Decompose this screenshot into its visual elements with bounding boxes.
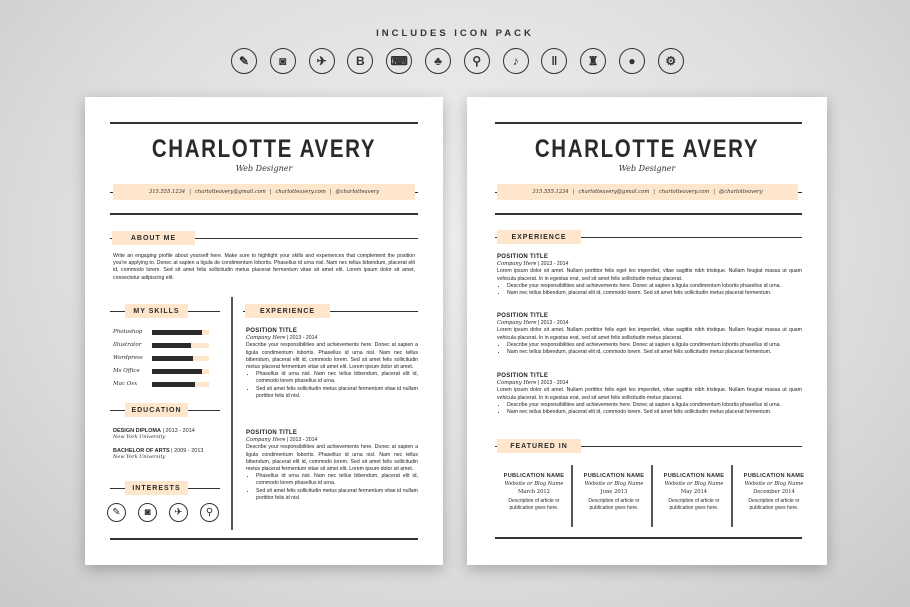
column-divider: [651, 465, 653, 527]
experience-entry: [497, 373, 802, 416]
phone: 315.555.1234: [532, 189, 569, 195]
keyboard-icon: [386, 48, 412, 74]
description: Lorem ipsum dolor sit amet. Nullam porttitor felis eget leo imperdiet, vitae sagittis nibh tristique. Nullam feugiat massa ut quam vehicula placerat. In in egestas erat, sed sit amet felis sollicitudin metus placerat.: [497, 268, 802, 282]
company: Company Here: [246, 437, 286, 444]
paintbrush-icon-glyph: ✎: [238, 54, 250, 68]
bullet: • Sed sit amet felis sollicitudin metus placerat fermentum vitae id nullam porttitor felis id nisl.: [256, 488, 418, 502]
education-item: [113, 448, 204, 460]
company: Company Here: [246, 335, 286, 342]
resume-name: CHARLOTTE AVERY: [151, 135, 377, 163]
skill-bar-fill: [152, 343, 191, 348]
publication-site: Website or Blog Name: [504, 481, 564, 487]
degree: DESIGN DIPLOMA: [113, 428, 161, 434]
badminton-icon: [200, 503, 219, 522]
publication-date: March 2012: [518, 489, 550, 495]
trees-icon-glyph: ♣: [434, 54, 442, 68]
tennis-icon-glyph: ●: [628, 54, 636, 68]
skis-icon-glyph: ‖: [551, 54, 558, 68]
experience-entry: [246, 430, 418, 502]
badminton-icon-glyph: ⚲: [472, 54, 482, 68]
skill-bar: [152, 330, 209, 335]
experience-entry: [497, 313, 802, 356]
skill-bar-fill: [152, 369, 202, 374]
years: | 2013 - 2014: [286, 335, 318, 342]
description: Lorem ipsum dolor sit amet. Nullam porttitor felis eget leo imperdiet, vitae sagittis nibh tristique. Nullam feugiat massa ut quam vehicula placerat. In in egestas erat, sed sit amet felis sollicitudin metus placerat.: [497, 327, 802, 341]
divider: [110, 213, 418, 215]
email: charlotteavery@gmail.com: [194, 189, 266, 195]
paintbrush-icon: [231, 48, 257, 74]
camera-icon: [270, 48, 296, 74]
divider: [495, 122, 802, 124]
bullet: • Nam nec tellus bibendum, placerat elit id, commodo lorem. Sed sit amet felis sollicitudin metus placerat fermentum.: [507, 290, 802, 297]
school: New York University: [113, 454, 166, 460]
camera-icon-glyph: ◙: [279, 54, 287, 68]
resume-role: Web Designer: [618, 164, 676, 173]
guitar-icon-glyph: ♪: [512, 54, 519, 68]
airplane-icon-glyph: ✈: [316, 54, 327, 68]
about-text: Write an engaging profile about yourself here. Make sure to highlight your skills and experiences that complement the position you're applying to. Donec at sapien a ligula de condimentum lobortis. Phasellus id urna nisl. Nam nec tellus bibendum, placerat elit id, commodo lorem. Sed sit amet felis sollicitudin metus placerat fermentum vitae sit amet elit. Lorem ipsum dolor sit amet, consectetur adipiscing elit.: [113, 253, 415, 281]
publication-description: Description of article or publication goes here.: [588, 498, 640, 511]
years: | 2009 - 2013: [171, 448, 204, 454]
separator: |: [572, 189, 575, 195]
years: | 2013 - 2014: [162, 428, 195, 434]
description: Describe your responsibilities and achievements here. Donec at sapien a ligula condimentum lobortis. Phasellus id urna nisl. Nam nec tellus bibendum, placerat elit id, commodo lorem. Sed sit amet felis sollicitudin metus placerat fermentum vitae sit amet elit. Lorem ipsum dolor sit amet.: [246, 444, 418, 473]
resume-role: Web Designer: [235, 164, 293, 173]
resume-page-one: [85, 97, 443, 565]
section-heading-experience: EXPERIENCE: [245, 304, 330, 318]
separator: |: [329, 189, 332, 195]
company: Company Here: [497, 380, 537, 387]
paintbrush-icon-glyph: ✎: [112, 507, 121, 518]
social-handle: @charlotteavery: [335, 189, 380, 195]
email: charlotteavery@gmail.com: [578, 189, 650, 195]
bullet: • Describe your responsibilities and achievements here. Donec at sapien a ligula condimentum lobortis phasellus id urna.: [507, 402, 802, 409]
skill-name: Wordpress: [113, 355, 143, 361]
position-title: POSITION TITLE: [497, 373, 549, 379]
skill-bar: [152, 369, 209, 374]
badminton-icon: [464, 48, 490, 74]
skill-bar-fill: [152, 382, 195, 387]
education-item: [113, 428, 195, 440]
publication-site: Website or Blog Name: [744, 481, 804, 487]
publication-item: [657, 473, 731, 512]
position-title: POSITION TITLE: [497, 254, 549, 260]
dress-icon-glyph: ♜: [587, 54, 599, 68]
company: Company Here: [497, 261, 537, 268]
bullet: • Phasellus id urna nisl. Nam nec tellus bibendum, placerat elit id, commodo lorem phasellus id urna.: [256, 473, 418, 487]
skill-bar: [152, 356, 209, 361]
publication-site: Website or Blog Name: [664, 481, 724, 487]
publication-date: June 2013: [600, 489, 628, 495]
camera-icon: [138, 503, 157, 522]
school: New York University: [113, 434, 166, 440]
skill-name: Illustrator: [113, 342, 142, 348]
bullet: • Nam nec tellus bibendum, placerat elit id, commodo lorem. Sed sit amet felis sollicitudin metus placerat fermentum.: [507, 349, 802, 356]
divider: [495, 537, 802, 539]
experience-entry: [497, 254, 802, 297]
phone: 315.555.1234: [148, 189, 186, 195]
bullet: • Describe your responsibilities and achievements here. Donec at sapien a ligula condimentum lobortis phasellus id urna.: [507, 283, 802, 290]
years: | 2013 - 2014: [537, 380, 569, 387]
bicycle-icon-glyph: ⚙: [665, 54, 677, 68]
badminton-icon-glyph: ⚲: [205, 507, 214, 518]
separator: |: [189, 189, 191, 195]
section-heading-about: ABOUT ME: [112, 231, 195, 245]
bicycle-icon: [658, 48, 684, 74]
divider: [110, 538, 418, 540]
column-divider: [231, 297, 233, 530]
description: Describe your responsibilities and achievements here. Donec at sapien a ligula condimentum lobortis. Phasellus id urna nisl. Nam nec tellus bibendum, placerat elit id, commodo lorem. Sed sit amet felis sollicitudin metus placerat fermentum vitae sit amet elit. Lorem ipsum dolor sit amet.: [246, 342, 418, 371]
company: Company Here: [497, 320, 537, 327]
section-heading-featured: FEATURED IN: [497, 439, 581, 453]
bullet: • Describe your responsibilities and achievements here. Donec at sapien a ligula condimentum lobortis phasellus id urna.: [507, 342, 802, 349]
icon-pack-title: INCLUDES ICON PACK: [376, 28, 534, 39]
years: | 2013 - 2014: [537, 261, 569, 268]
description: Lorem ipsum dolor sit amet. Nullam porttitor felis eget leo imperdiet, vitae sagittis nibh tristique. Nullam feugiat massa ut quam vehicula placerat. In in egestas erat, sed sit amet felis sollicitudin metus placerat.: [497, 387, 802, 401]
position-title: POSITION TITLE: [497, 313, 549, 319]
section-heading-interests: INTERESTS: [125, 481, 188, 495]
divider: [495, 213, 802, 215]
dress-icon: [580, 48, 606, 74]
blogger-icon: [347, 48, 373, 74]
airplane-icon: [169, 503, 188, 522]
trees-icon: [425, 48, 451, 74]
publication-name: PUBLICATION NAME: [503, 473, 565, 479]
divider: [110, 122, 418, 124]
publication-description: Description of article or publication goes here.: [748, 498, 800, 511]
years: | 2013 - 2014: [537, 320, 569, 327]
website: charlotteavery.com: [275, 189, 326, 195]
contact-bar: [497, 184, 798, 200]
separator: |: [269, 189, 272, 195]
separator: |: [653, 189, 656, 195]
publication-name: PUBLICATION NAME: [663, 473, 725, 479]
guitar-icon: [503, 48, 529, 74]
website: charlotteavery.com: [659, 189, 710, 195]
publication-name: PUBLICATION NAME: [583, 473, 645, 479]
publication-name: PUBLICATION NAME: [743, 473, 805, 479]
publication-date: May 2014: [680, 489, 708, 495]
bullet: • Nam nec tellus bibendum, placerat elit id, commodo lorem. Sed sit amet felis sollicitudin metus placerat fermentum.: [507, 409, 802, 416]
skill-name: Ms Office: [113, 368, 140, 374]
airplane-icon: [309, 48, 335, 74]
skill-bar-fill: [152, 330, 202, 335]
skill-bar: [152, 382, 209, 387]
skill-bar-fill: [152, 356, 193, 361]
position-title: POSITION TITLE: [246, 328, 298, 334]
publication-description: Description of article or publication goes here.: [668, 498, 720, 511]
publication-site: Website or Blog Name: [584, 481, 644, 487]
section-heading-skills: MY SKILLS: [125, 304, 188, 318]
social-handle: @charlotteavery: [719, 189, 763, 195]
tennis-icon: [619, 48, 645, 74]
skill-bar: [152, 343, 209, 348]
airplane-icon-glyph: ✈: [174, 507, 183, 518]
camera-icon-glyph: ◙: [144, 507, 151, 518]
publication-description: Description of article or publication goes here.: [508, 498, 560, 511]
separator: |: [713, 189, 716, 195]
resume-page-two: [467, 97, 827, 565]
years: | 2013 - 2014: [286, 437, 318, 444]
blogger-icon-glyph: B: [356, 54, 365, 68]
publication-item: [577, 473, 651, 512]
degree: BACHELOR OF ARTS: [113, 448, 170, 454]
contact-bar: [113, 184, 415, 200]
publication-item: [737, 473, 811, 512]
publication-item: [497, 473, 571, 512]
section-heading-education: EDUCATION: [125, 403, 188, 417]
skill-name: Photoshop: [113, 329, 143, 335]
section-heading-experience: EXPERIENCE: [497, 230, 581, 244]
skill-name: Mac Osx: [113, 381, 138, 387]
resume-name: CHARLOTTE AVERY: [534, 135, 760, 163]
keyboard-icon-glyph: ⌨: [390, 54, 408, 68]
bullet: • Sed sit amet felis sollicitudin metus placerat fermentum vitae id nullam porttitor felis id nisl.: [256, 386, 418, 400]
column-divider: [571, 465, 573, 527]
publication-date: December 2014: [753, 489, 795, 495]
column-divider: [731, 465, 733, 527]
bullet: • Phasellus id urna nisl. Nam nec tellus bibendum, placerat elit id, commodo lorem phasellus id urna.: [256, 371, 418, 385]
position-title: POSITION TITLE: [246, 430, 298, 436]
skis-icon: [541, 48, 567, 74]
paintbrush-icon: [107, 503, 126, 522]
experience-entry: [246, 328, 418, 400]
